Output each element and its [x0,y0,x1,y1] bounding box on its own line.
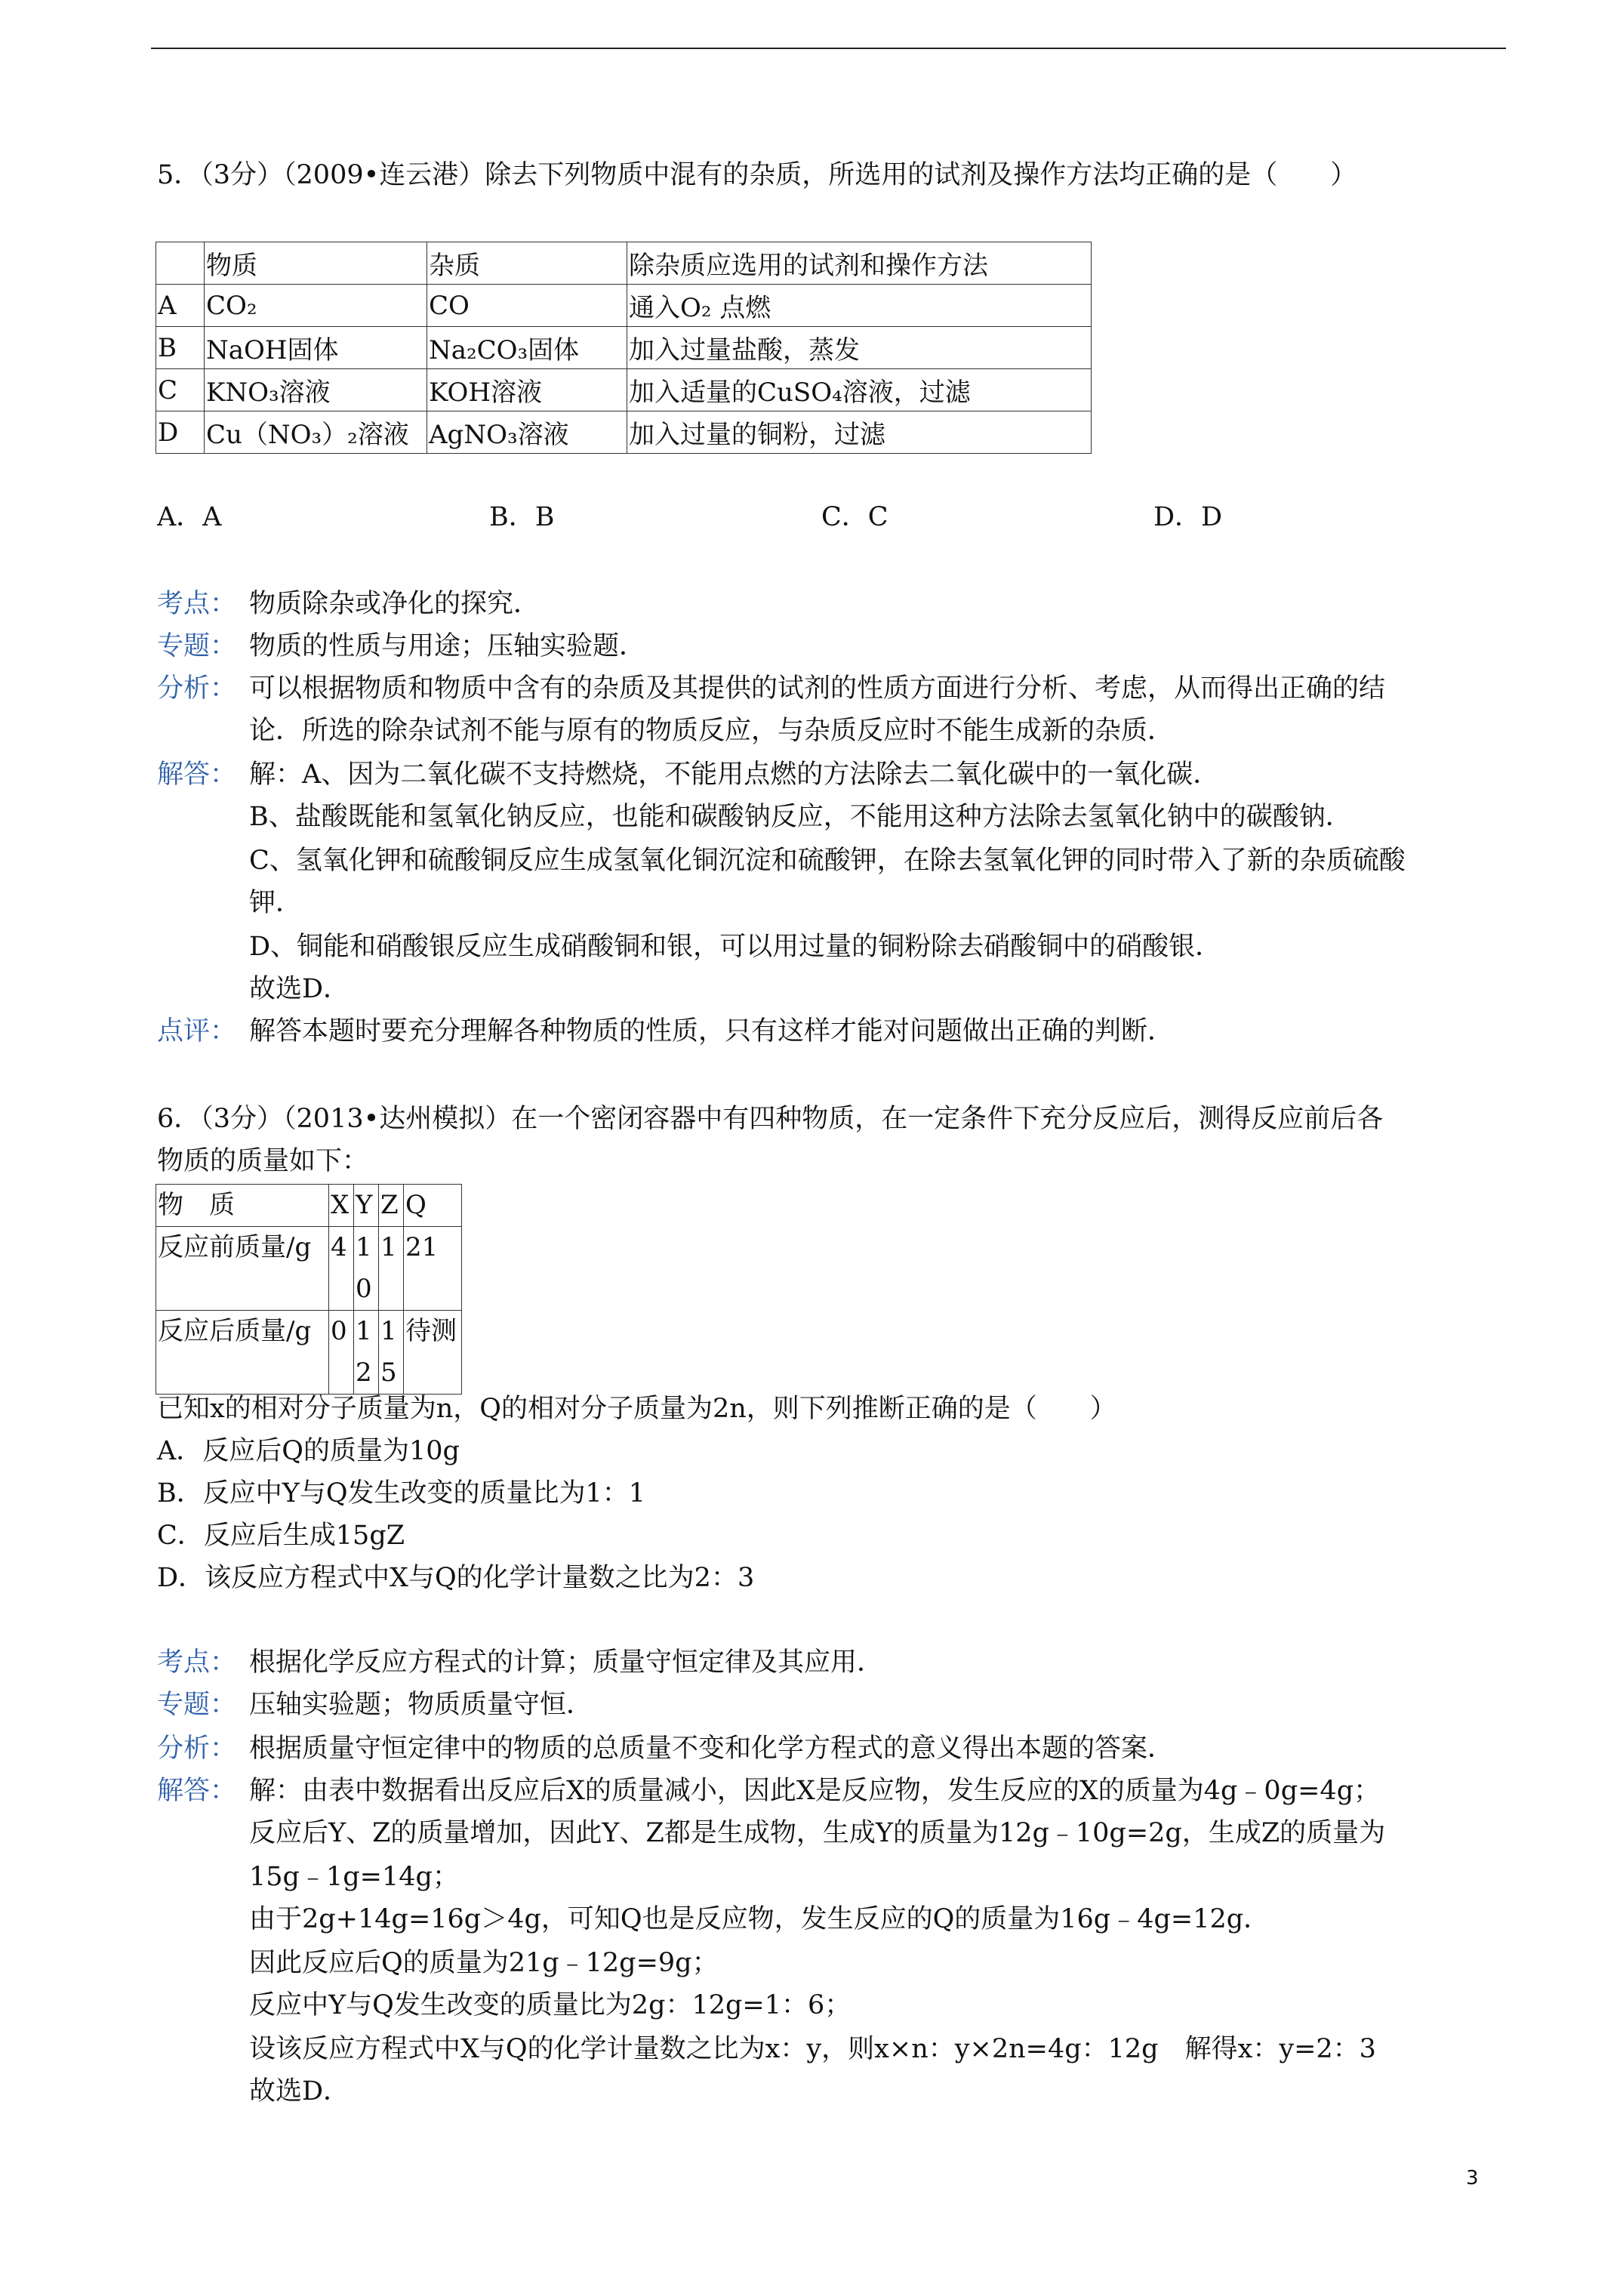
table-cell: Z [379,1185,404,1227]
q6-zhuanti: 压轴实验题；物质质量守恒． [249,1690,593,1720]
table-cell: D [156,411,205,454]
q5-fenxi-line-1: 可以根据物质和物质中含有的杂质及其提供的试剂的性质方面进行分析、考虑，从而得出正确的结 [249,673,1386,704]
table-cell: AgNO₃溶液 [427,411,627,454]
q5-kaodian: 物质除杂或净化的探究． [249,589,540,619]
q6-option-a: A．反应后Q的质量为10g [157,1436,460,1466]
q5-fenxi-line-2: 论．所选的除杂试剂不能与原有的物质反应，与杂质反应时不能生成新的杂质． [249,716,1175,746]
q6-option-b: B．反应中Y与Q发生改变的质量比为1：1 [157,1478,646,1509]
q6-kaodian-label: 考点： [157,1647,237,1678]
q5-jieda-line-1: 解：A、因为二氧化碳不支持燃烧，不能用点燃的方法除去二氧化碳中的一氧化碳． [249,760,1220,790]
table-cell: 加入过量盐酸，蒸发 [627,327,1092,369]
q6-question: 已知x的相对分子质量为n，Q的相对分子质量为2n，则下列推断正确的是（ ） [157,1394,1116,1424]
q5-option-c: C．C [821,502,888,532]
q5-stem: 5．（3分）（2009•连云港）除去下列物质中混有的杂质，所选用的试剂及操作方法均正确的是（ ） [157,160,1357,190]
q6-table [156,1184,462,1395]
table-cell: CO [427,285,627,327]
q5-jieda-line-2: B、盐酸既能和氢氧化钠反应，也能和碳酸钠反应，不能用这种方法除去氢氧化钠中的碳酸钠． [249,802,1352,832]
table-cell [156,242,205,285]
table-cell: 待测 [404,1311,462,1395]
q5-jieda-line-5: D、铜能和硝酸银反应生成硝酸铜和银，可以用过量的铜粉除去硝酸铜中的硝酸银． [249,932,1222,962]
header-rule [151,48,1506,49]
q5-dianping-label: 点评： [157,1016,237,1046]
table-cell: 物质 [205,242,427,285]
q6-jieda-line-3: 15g﹣1g=14g； [249,1862,459,1892]
q5-option-d: D．D [1153,502,1223,532]
table-cell: Na₂CO₃固体 [427,327,627,369]
q6-option-c: C．反应后生成15gZ [157,1521,405,1551]
q5-table [156,242,1092,454]
q6-kaodian: 根据化学反应方程式的计算；质量守恒定律及其应用． [249,1647,884,1678]
table-cell: 加入适量的CuSO₄溶液，过滤 [627,369,1092,411]
table-row [156,327,1092,369]
q6-stem-line-1: 6．（3分）（2013•达州模拟）在一个密闭容器中有四种物质，在一定条件下充分反应后，测得反应前后各 [157,1104,1384,1134]
q6-jieda-line-4: 由于2g+14g=16g＞4g，可知Q也是反应物，发生反应的Q的质量为16g﹣4g=12g． [249,1904,1270,1934]
table-cell: 杂质 [427,242,627,285]
q6-fenxi: 根据质量守恒定律中的物质的总质量不变和化学方程式的意义得出本题的答案． [249,1734,1175,1764]
q5-jieda-line-3: C、氢氧化钾和硫酸铜反应生成氢氧化铜沉淀和硫酸钾，在除去氢氧化钾的同时带入了新的杂质硫酸 [249,846,1406,876]
table-row [156,1311,462,1395]
table-cell: B [156,327,205,369]
q5-jieda-line-4: 钾． [249,888,303,918]
q6-jieda-label: 解答： [157,1776,237,1806]
q6-jieda-line-5: 因此反应后Q的质量为21g﹣12g=9g； [249,1948,719,1978]
table-cell: X [329,1185,354,1227]
q5-option-a: A．A [157,502,222,532]
table-cell: 反应前质量/g [156,1227,329,1311]
q6-jieda-line-2: 反应后Y、Z的质量增加，因此Y、Z都是生成物，生成Y的质量为12g﹣10g=2g，生成Z的质量为 [249,1818,1386,1848]
table-row [156,369,1092,411]
table-cell: 反应后质量/g [156,1311,329,1395]
table-cell: Q [404,1185,462,1227]
table-cell: 除杂质应选用的试剂和操作方法 [627,242,1092,285]
table-cell: 1 [379,1227,404,1311]
table-cell: 加入过量的铜粉，过滤 [627,411,1092,454]
table-row [156,1185,462,1227]
q5-dianping: 解答本题时要充分理解各种物质的性质，只有这样才能对问题做出正确的判断． [249,1016,1175,1046]
q6-jieda-line-1: 解：由表中数据看出反应后X的质量减小，因此X是反应物，发生反应的X的质量为4g﹣0g=4g； [249,1776,1381,1806]
q6-jieda-line-7: 设该反应方程式中X与Q的化学计量数之比为x：y，则x×n：y×2n=4g：12g 解得x：y=2：3 [249,2034,1376,2064]
table-cell: 10 [354,1227,379,1311]
q6-option-d: D．该反应方程式中X与Q的化学计量数之比为2：3 [157,1563,755,1593]
q6-stem-line-2: 物质的质量如下： [157,1146,369,1176]
table-cell: Cu（NO₃）₂溶液 [205,411,427,454]
table-cell: 通入O₂ 点燃 [627,285,1092,327]
table-row [156,285,1092,327]
q5-zhuanti: 物质的性质与用途；压轴实验题． [249,631,646,661]
q6-jieda-line-6: 反应中Y与Q发生改变的质量比为2g：12g=1：6； [249,1990,852,2020]
table-row [156,1227,462,1311]
table-cell: 0 [329,1311,354,1395]
q6-fenxi-label: 分析： [157,1734,237,1764]
q5-kaodian-label: 考点： [157,589,237,619]
q5-fenxi-label: 分析： [157,673,237,704]
table-cell: CO₂ [205,285,427,327]
q5-zhuanti-label: 专题： [157,631,237,661]
table-row [156,411,1092,454]
table-cell: 4 [329,1227,354,1311]
table-cell: A [156,285,205,327]
table-cell: 物 质 [156,1185,329,1227]
table-cell: Y [354,1185,379,1227]
table-row [156,242,1092,285]
q6-zhuanti-label: 专题： [157,1690,237,1720]
table-cell: 21 [404,1227,462,1311]
table-cell: C [156,369,205,411]
table-cell: 12 [354,1311,379,1395]
table-cell: KOH溶液 [427,369,627,411]
q5-jieda-line-6: 故选D． [249,974,350,1004]
table-cell: 15 [379,1311,404,1395]
q5-option-b: B．B [489,502,555,532]
table-cell: KNO₃溶液 [205,369,427,411]
table-cell: NaOH固体 [205,327,427,369]
page-number: 3 [1466,2167,1479,2190]
q6-jieda-line-8: 故选D． [249,2076,350,2106]
q5-jieda-label: 解答： [157,760,237,790]
